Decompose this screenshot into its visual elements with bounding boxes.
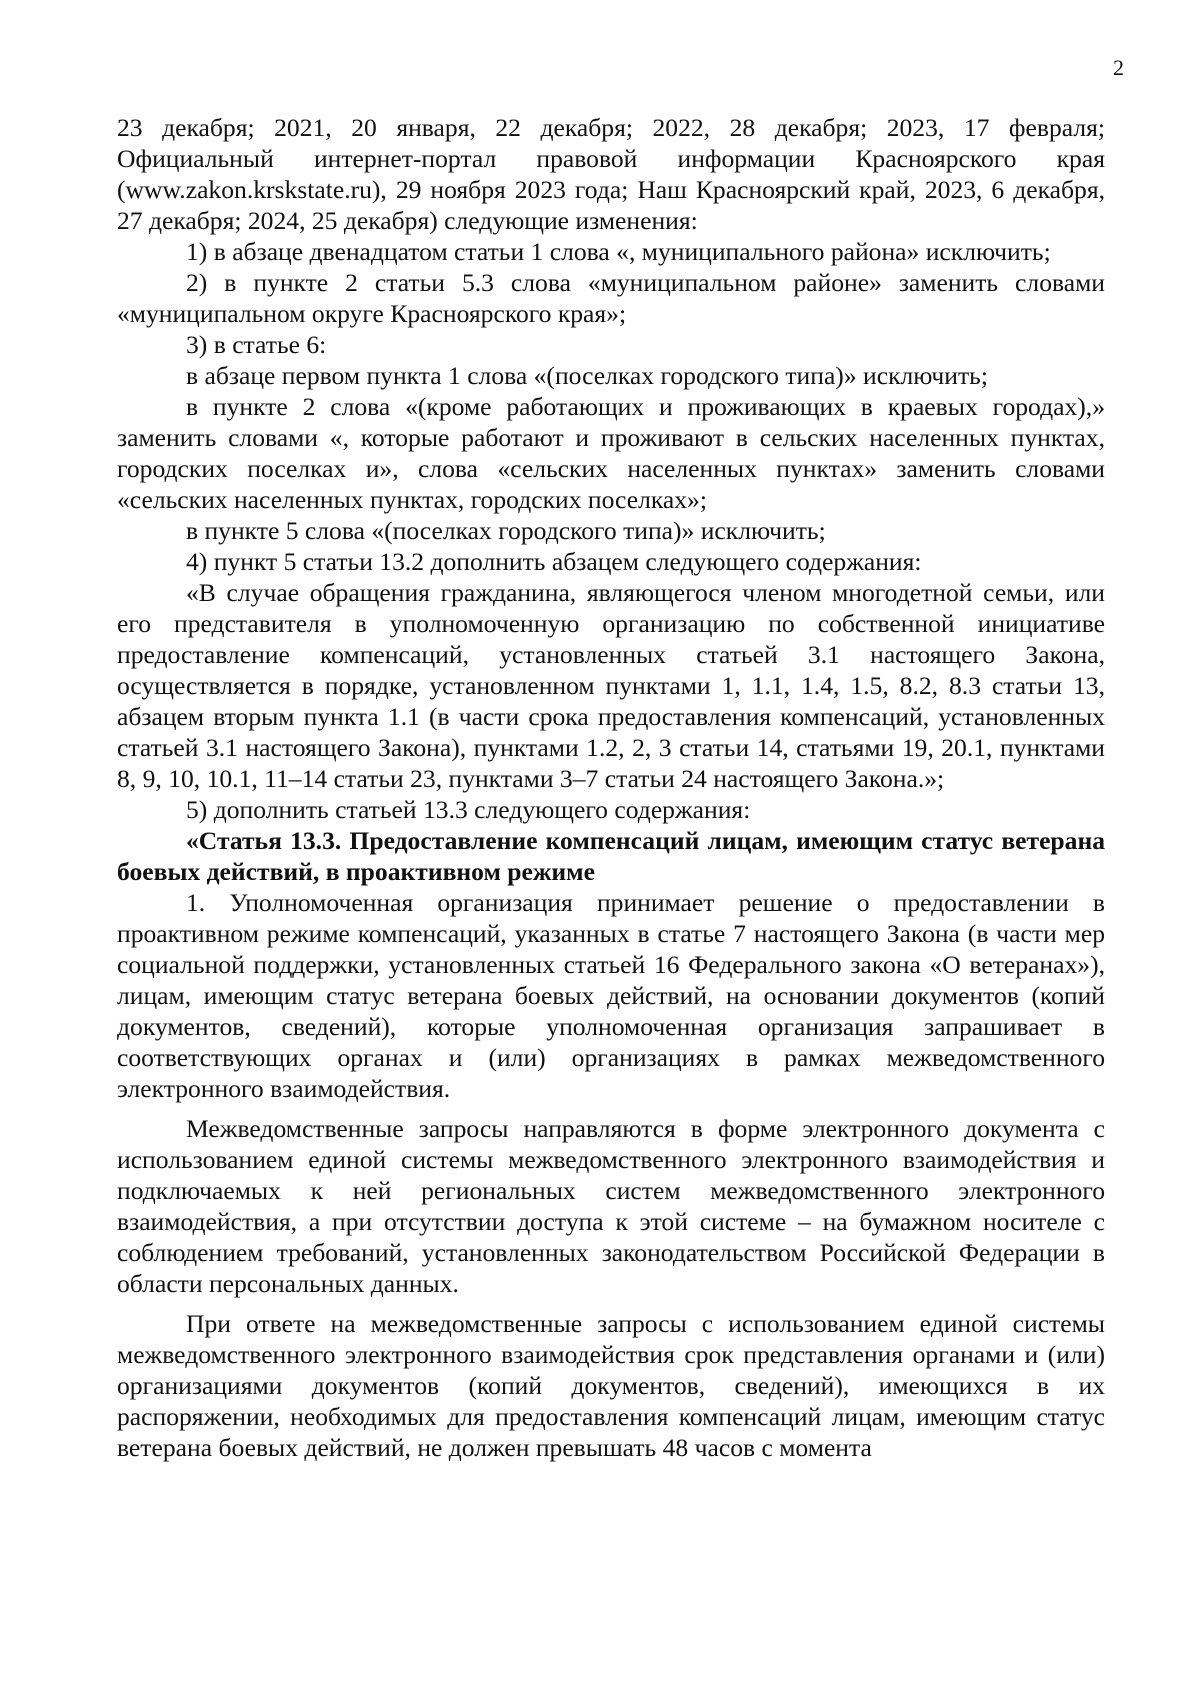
paragraph-item-4: 4) пункт 5 статьи 13.2 дополнить абзацем следующего содержания: bbox=[186, 547, 922, 576]
article-paragraph-response-time: При ответе на межведомственные запросы с использованием единой системы межведомственного электронного взаимодействия срок представления органами и (или) организациями документов (копий документов, сведений), имеющихся в их распоряжении, необходимых для предоставления компенсаций лицам, имеющим статус ветерана боевых действий, не должен превышать 48 часов с момента bbox=[117, 1309, 1105, 1462]
document-body bbox=[117, 112, 1105, 1463]
page-number: 2 bbox=[1113, 55, 1124, 80]
paragraph-item-3-sub-3: в пункте 5 слова «(поселках городского типа)» исключить; bbox=[186, 516, 826, 545]
paragraph-item-3-sub-1: в абзаце первом пункта 1 слова «(поселках городского типа)» исключить; bbox=[186, 361, 988, 390]
paragraph-item-2: 2) в пункте 2 статьи 5.3 слова «муниципальном районе» заменить словами «муниципальном округе Красноярского края»; bbox=[117, 268, 1105, 328]
paragraph-amendment-sources: 23 декабря; 2021, 20 января, 22 декабря; 2022, 28 декабря; 2023, 17 февраля; Официальный интернет-портал правовой информации Красноярского края (www.zakon.krskstate.ru), 29 ноября 2023 года; Наш Красноярский край, 2023, 6 декабря, 27 декабря; 2024, 25 декабря) следующие изменения: bbox=[117, 113, 1105, 235]
paragraph-item-3: 3) в статье 6: bbox=[186, 330, 327, 359]
article-paragraph-requests: Межведомственные запросы направляются в форме электронного документа с использованием единой системы межведомственного электронного взаимодействия и подключаемых к ней региональных систем межведомственного электронного взаимодействия, а при отсутствии доступа к этой системе – на бумажном носителе с соблюдением требований, установленных законодательством Российской Федерации в области персональных данных. bbox=[117, 1114, 1105, 1298]
article-clause-1: 1. Уполномоченная организация принимает решение о предоставлении в проактивном режиме компенсаций, указанных в статье 7 настоящего Закона (в части мер социальной поддержки, установленных статьей 16 Федерального закона «О ветеранах»), лицам, имеющим статус ветерана боевых действий, на основании документов (копий документов, сведений), которые уполномоченная организация запрашивает в соответствующих органах и (или) организациях в рамках межведомственного электронного взаимодействия. bbox=[117, 888, 1105, 1103]
paragraph-item-3-sub-2: в пункте 2 слова «(кроме работающих и проживающих в краевых городах),» заменить словами «, которые работают и проживают в сельских населенных пунктах, городских поселках и», слова «сельских населенных пунктах» заменить словами «сельских населенных пунктах, городских поселках»; bbox=[117, 392, 1105, 514]
article-heading: «Статья 13.3. Предоставление компенсаций лицам, имеющим статус ветерана боевых действий, в проактивном режиме bbox=[117, 826, 1105, 886]
paragraph-item-5: 5) дополнить статьей 13.3 следующего содержания: bbox=[186, 795, 751, 824]
paragraph-item-4-quote: «В случае обращения гражданина, являющегося членом многодетной семьи, или его представителя в уполномоченную организацию по собственной инициативе предоставление компенсаций, установленных статьей 3.1 настоящего Закона, осуществляется в порядке, установленном пунктами 1, 1.1, 1.4, 1.5, 8.2, 8.3 статьи 13, абзацем вторым пункта 1.1 (в части срока предоставления компенсаций, установленных статьей 3.1 настоящего Закона), пунктами 1.2, 2, 3 статьи 14, статьями 19, 20.1, пунктами 8, 9, 10, 10.1, 11–14 статьи 23, пунктами 3–7 статьи 24 настоящего Закона.»; bbox=[117, 578, 1105, 793]
paragraph-item-1: 1) в абзаце двенадцатом статьи 1 слова «, муниципального района» исключить; bbox=[186, 237, 1051, 266]
